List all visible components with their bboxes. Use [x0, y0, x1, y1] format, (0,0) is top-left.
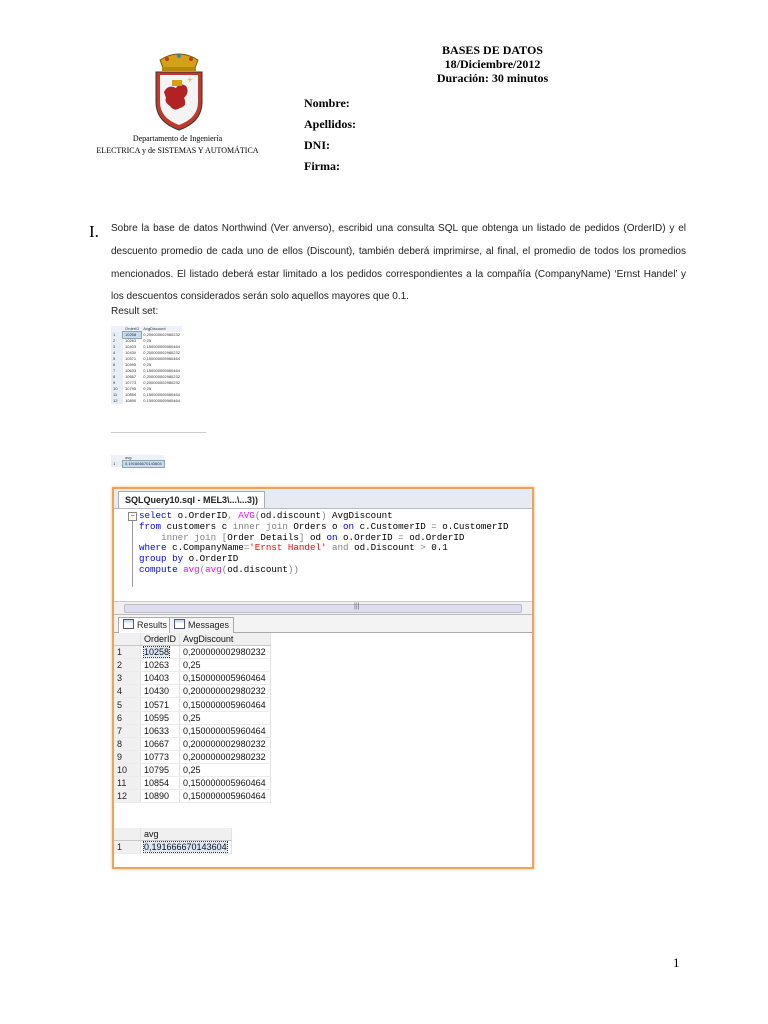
- orderid-cell[interactable]: 10403: [141, 672, 180, 685]
- thumbnail-avg-rownum: 1: [111, 461, 123, 467]
- avgdiscount-cell[interactable]: 0,200000002980232: [180, 685, 271, 698]
- tab-messages[interactable]: [169, 617, 234, 633]
- row-number[interactable]: 3: [114, 672, 141, 685]
- orderid-cell[interactable]: 10571: [141, 698, 180, 711]
- thumbnail-avg-value: 0,191666670143604: [125, 461, 162, 466]
- row-number[interactable]: 6: [114, 711, 141, 724]
- code-token: avg: [205, 563, 222, 575]
- sql-editor[interactable]: [114, 509, 532, 602]
- thumbnail-rownum: 9: [111, 380, 123, 386]
- code-token: inner join: [161, 531, 222, 543]
- scrollbar-grip-icon: |||: [354, 603, 360, 610]
- avgdiscount-cell[interactable]: 0,150000005960464: [180, 698, 271, 711]
- thumbnail-rownum: 1: [111, 332, 123, 338]
- department-line-1: Departamento de Ingeniería: [132, 134, 223, 143]
- results-tabs: [114, 615, 532, 633]
- orderid-value: 10258: [144, 647, 170, 658]
- code-token: (: [221, 563, 228, 575]
- code-token: on: [326, 531, 344, 543]
- avgdiscount-cell[interactable]: 0,200000002980232: [180, 646, 271, 659]
- code-token: Order Details: [227, 531, 299, 543]
- orderid-cell[interactable]: 10854: [141, 777, 180, 790]
- tab-results-label: Results: [137, 620, 168, 630]
- thumbnail-rownum: 5: [111, 356, 123, 362]
- sql-management-studio-screenshot: [112, 487, 534, 869]
- code-token: o.OrderID: [343, 531, 399, 543]
- field-nombre: Nombre:: [304, 96, 350, 110]
- table-row: [114, 646, 271, 659]
- table-row: [114, 750, 271, 763]
- orderid-cell[interactable]: [141, 646, 180, 659]
- avg-row-number[interactable]: 1: [114, 841, 141, 854]
- code-token: AvgDiscount: [332, 510, 393, 521]
- outline-line: [132, 515, 133, 587]
- department-line-2: ELECTRICA y de SISTEMAS Y AUTOMÁTICA: [96, 146, 259, 155]
- thumbnail-orderid: 10258: [123, 332, 141, 338]
- exam-date: 18/Diciembre/2012: [444, 57, 541, 71]
- avgdiscount-cell[interactable]: 0,150000005960464: [180, 777, 271, 790]
- code-token: (: [199, 563, 206, 575]
- table-row: [114, 763, 271, 776]
- thumbnail-avgdiscount: 0,150000005960464: [143, 368, 180, 373]
- exam-duration: Duración: 30 minutos: [436, 71, 549, 85]
- result-set-thumbnail: [111, 326, 206, 467]
- orderid-cell[interactable]: 10595: [141, 711, 180, 724]
- code-token: od.discount: [260, 510, 321, 521]
- results-header-row: [114, 633, 271, 646]
- code-token: 'Ernst Handel': [249, 542, 327, 554]
- code-token: od.discount: [227, 563, 288, 575]
- thumbnail-orderid: 10263: [125, 338, 137, 343]
- code-token: [: [221, 531, 228, 543]
- question-paragraph: Sobre la base de datos Northwind (Ver anverso), escribid una consulta SQL que obtenga un listado de pedidos (OrderID) y el descuento promedio de cada uno de ellos (Discount), también deberá imprimirse, al final, el promedio de todos los promedios mencionados. El listado deberá estar limitado a los pedidos correspondientes a la compañía (CompanyName) ‘Ernst Handel’ y los descuentos considerados serán solo aquellos mayores que 0.1.: [111, 223, 686, 303]
- thumbnail-avgdiscount: 0,150000005960464: [143, 398, 180, 403]
- code-token: =: [398, 531, 410, 543]
- column-header[interactable]: OrderID: [141, 633, 180, 646]
- code-token: avg: [183, 563, 200, 575]
- code-token: c.CompanyName: [172, 542, 244, 554]
- code-token: group by: [139, 553, 189, 565]
- row-number[interactable]: 10: [114, 763, 141, 776]
- code-token: o.OrderID: [188, 553, 239, 565]
- result-set-label: Result set:: [111, 306, 159, 317]
- field-dni: DNI:: [304, 138, 330, 152]
- question-text: [111, 218, 686, 309]
- orderid-cell[interactable]: 10773: [141, 750, 180, 763]
- orderid-cell[interactable]: 10430: [141, 685, 180, 698]
- question-number: I.: [89, 222, 99, 241]
- orderid-cell[interactable]: 10633: [141, 724, 180, 737]
- table-row: [114, 698, 271, 711]
- code-token: AVG: [238, 510, 255, 521]
- orderid-cell[interactable]: 10795: [141, 763, 180, 776]
- code-token: ]: [298, 531, 310, 543]
- code-token: o.OrderID: [177, 510, 228, 521]
- avgdiscount-cell[interactable]: 0,200000002980232: [180, 737, 271, 750]
- thumbnail-avgdiscount: 0,150000005960464: [143, 356, 180, 361]
- thumbnail-orderid: 10667: [125, 374, 137, 379]
- row-number-header: [114, 633, 141, 646]
- sql-code: [139, 511, 508, 576]
- code-token: and: [326, 542, 355, 554]
- code-token: compute: [139, 563, 184, 575]
- results-grid: [114, 633, 532, 803]
- row-number[interactable]: 8: [114, 737, 141, 750]
- table-row: [114, 724, 271, 737]
- university-crest-logo: [150, 52, 208, 132]
- thumbnail-avgdiscount: 0,150000005960464: [143, 344, 180, 349]
- editor-horizontal-scrollbar[interactable]: [114, 602, 532, 615]
- code-token: where: [139, 542, 173, 554]
- thumbnail-rownum: 11: [111, 392, 123, 398]
- table-row: [114, 777, 271, 790]
- thumbnail-avgdiscount: 0,200000002980232: [143, 350, 180, 355]
- row-number[interactable]: 2: [114, 659, 141, 672]
- table-row: [114, 672, 271, 685]
- thumbnail-column-header: OrderID: [125, 326, 140, 331]
- department-name: [70, 133, 285, 157]
- thumbnail-rownum: 7: [111, 368, 123, 374]
- orderid-cell[interactable]: 10890: [141, 790, 180, 803]
- code-token: o.CustomerID: [442, 520, 509, 532]
- query-tab-bar: [114, 489, 532, 509]
- tab-results[interactable]: [118, 617, 172, 633]
- thumbnail-rownum: 2: [111, 338, 123, 344]
- field-apellidos: Apellidos:: [304, 117, 357, 131]
- thumbnail-orderid: 10773: [125, 380, 137, 385]
- code-token: inner join: [232, 520, 294, 532]
- avgdiscount-cell[interactable]: 0,150000005960464: [180, 724, 271, 737]
- message-icon: [174, 619, 185, 629]
- thumbnail-orderid: 10571: [125, 356, 137, 361]
- exam-title-block: [400, 43, 585, 85]
- code-token: Orders o: [293, 520, 344, 532]
- thumbnail-orderid: 10403: [125, 344, 137, 349]
- course-title: BASES DE DATOS: [442, 43, 543, 57]
- tab-messages-label: Messages: [188, 620, 230, 630]
- thumbnail-avg-table: [111, 455, 164, 467]
- row-number[interactable]: 7: [114, 724, 141, 737]
- orderid-cell[interactable]: 10667: [141, 737, 180, 750]
- avg-results-grid: [114, 828, 232, 854]
- thumbnail-orderid: 10795: [125, 386, 137, 391]
- code-token: ,: [227, 510, 239, 521]
- thumbnail-results-table: [111, 326, 182, 404]
- code-token: [139, 532, 161, 543]
- thumbnail-rownum: 8: [111, 374, 123, 380]
- field-firma: Firma:: [304, 159, 340, 173]
- code-token: c.CustomerID: [359, 520, 432, 532]
- thumbnail-orderid: 10595: [125, 362, 137, 367]
- code-token: (: [254, 510, 261, 521]
- thumbnail-avgdiscount: 0,25: [143, 362, 152, 367]
- column-header[interactable]: AvgDiscount: [180, 633, 271, 646]
- code-token: )): [287, 563, 299, 575]
- code-token: =: [243, 542, 250, 554]
- code-token: customers c: [166, 520, 233, 532]
- code-token: select: [139, 510, 178, 521]
- code-token: =: [431, 520, 443, 532]
- avgdiscount-cell[interactable]: 0,150000005960464: [180, 672, 271, 685]
- row-number[interactable]: 9: [114, 750, 141, 763]
- table-row: [114, 659, 271, 672]
- thumbnail-avg-header: avg: [123, 455, 164, 461]
- thumbnail-rownum: 12: [111, 398, 123, 404]
- thumbnail-row: [111, 398, 182, 404]
- avg-cell[interactable]: 0,191666670143604: [144, 842, 227, 853]
- code-token: ): [320, 510, 333, 521]
- scrollbar-thumb[interactable]: [124, 604, 522, 613]
- collapse-toggle-icon[interactable]: −: [128, 512, 137, 521]
- thumbnail-rownum: 10: [111, 386, 123, 392]
- table-row: [114, 790, 271, 803]
- thumbnail-orderid: 10633: [125, 368, 137, 373]
- student-fields: [304, 96, 356, 180]
- row-number[interactable]: 11: [114, 777, 141, 790]
- thumbnail-avgdiscount: 0,200000002980232: [143, 374, 180, 379]
- avgdiscount-cell[interactable]: 0,25: [180, 711, 271, 724]
- thumbnail-avgdiscount: 0,200000002980232: [143, 332, 180, 337]
- avg-column-header[interactable]: avg: [141, 828, 232, 841]
- thumbnail-avgdiscount: 0,25: [143, 386, 152, 391]
- thumbnail-avgdiscount: 0,25: [143, 338, 152, 343]
- orderid-cell[interactable]: 10263: [141, 659, 180, 672]
- thumbnail-orderid: 10430: [125, 350, 137, 355]
- results-table: [114, 633, 271, 803]
- code-token: >: [420, 542, 432, 554]
- code-token: od.OrderID: [409, 531, 465, 543]
- row-number[interactable]: 5: [114, 698, 141, 711]
- avgdiscount-cell[interactable]: 0,150000005960464: [180, 790, 271, 803]
- thumbnail-orderid: 10854: [125, 392, 137, 397]
- avg-results-table: [114, 828, 232, 854]
- code-line: [139, 565, 508, 576]
- thumbnail-rownum: 4: [111, 350, 123, 356]
- code-token: 0.1: [431, 542, 448, 554]
- row-number[interactable]: 4: [114, 685, 141, 698]
- thumbnail-rownum: 3: [111, 344, 123, 350]
- avgdiscount-cell[interactable]: 0,25: [180, 763, 271, 776]
- table-row: [114, 737, 271, 750]
- row-number[interactable]: 1: [114, 646, 141, 659]
- thumbnail-avgdiscount: 0,200000002980232: [143, 380, 180, 385]
- thumbnail-avgdiscount: 0,150000005960464: [143, 392, 180, 397]
- table-row: [114, 685, 271, 698]
- table-row: [114, 711, 271, 724]
- thumbnail-column-header: AvgDiscount: [141, 326, 182, 332]
- code-token: od: [309, 531, 327, 543]
- thumbnail-rownum: 6: [111, 362, 123, 368]
- code-token: od.Discount: [354, 542, 421, 554]
- avgdiscount-cell[interactable]: 0,200000002980232: [180, 750, 271, 763]
- code-token: from: [139, 520, 167, 532]
- code-token: on: [343, 520, 360, 532]
- grid-icon: [123, 619, 134, 629]
- avgdiscount-cell[interactable]: 0,25: [180, 659, 271, 672]
- row-number[interactable]: 12: [114, 790, 141, 803]
- query-tab[interactable]: SQLQuery10.sql - MEL3\...\...3)): [118, 491, 265, 508]
- page-number: 1: [673, 955, 680, 970]
- thumbnail-orderid: 10890: [125, 398, 137, 403]
- svg-text:+: +: [187, 76, 193, 84]
